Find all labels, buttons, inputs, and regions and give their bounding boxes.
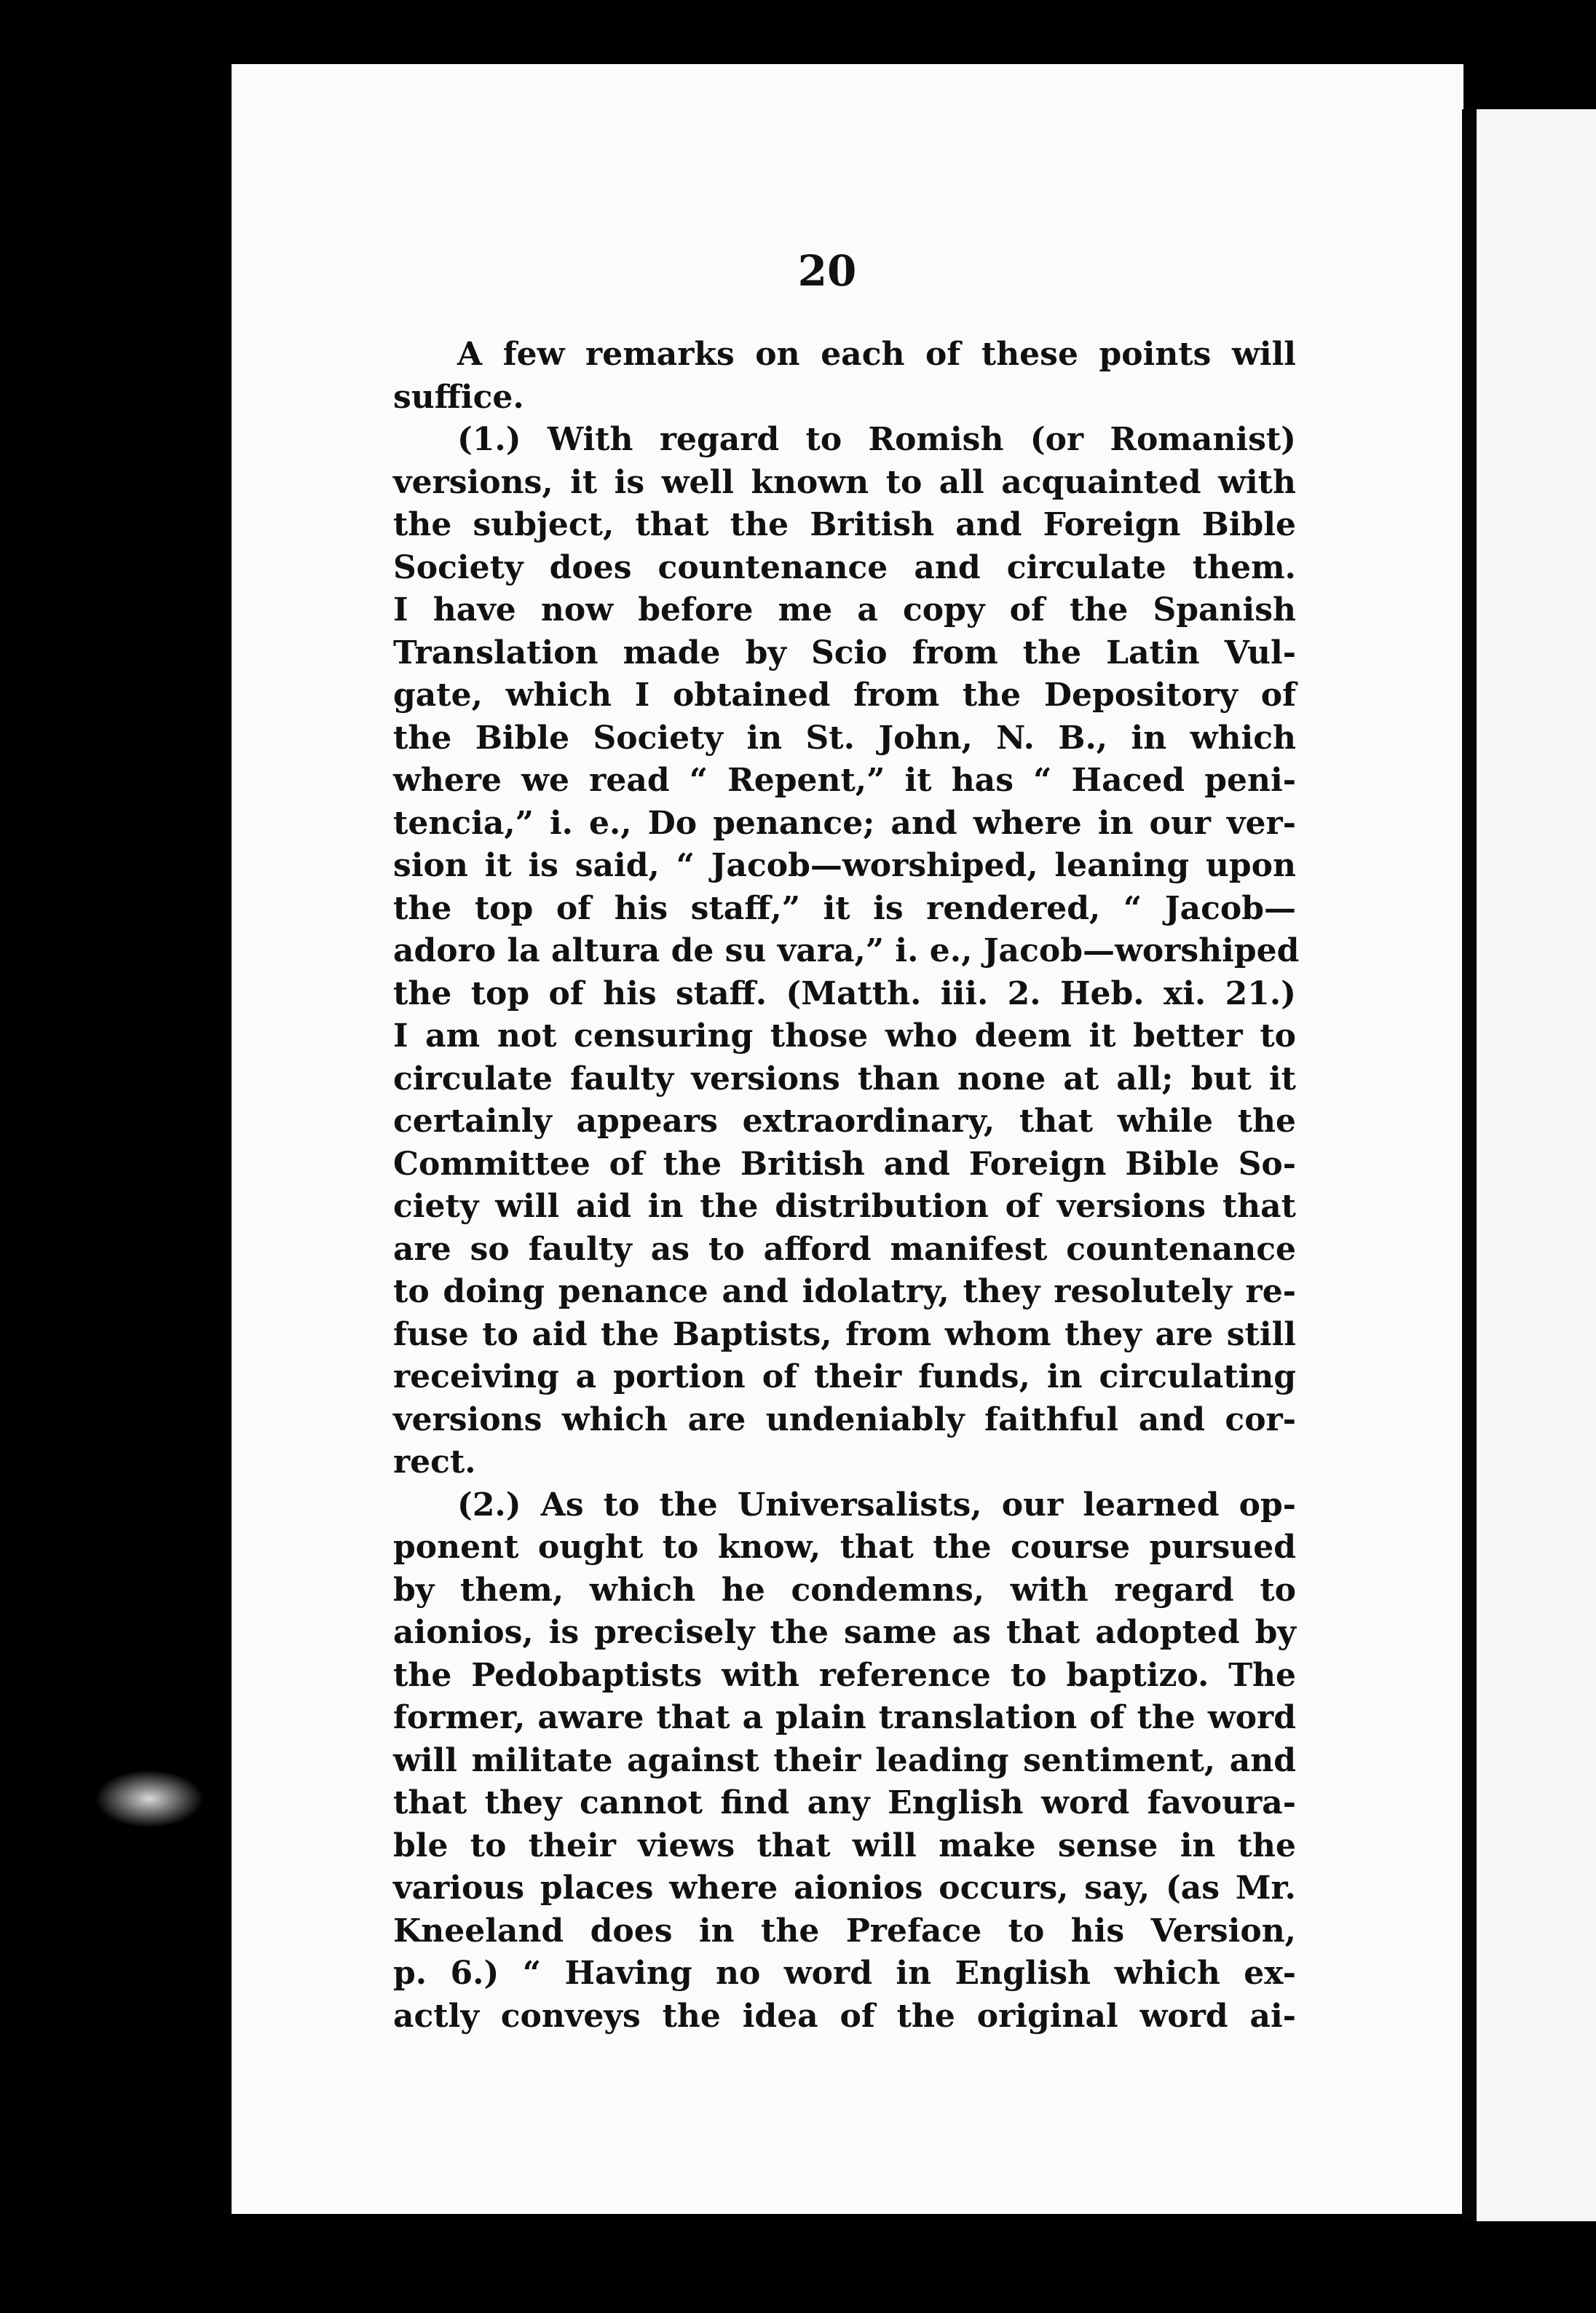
text-line: A few remarks on each of these points will xyxy=(457,336,1296,373)
text-line: I have now before me a copy of the Spanish xyxy=(393,591,1296,629)
text-line: are so faulty as to afford manifest countenance xyxy=(393,1230,1296,1268)
scan-smudge xyxy=(95,1770,204,1828)
text-line: p. 6.) “ Having no word in English which ex- xyxy=(393,1955,1296,1992)
text-line: (2.) As to the Universalists, our learned op- xyxy=(457,1486,1296,1524)
text-line: versions, it is well known to all acquainted with xyxy=(393,463,1296,501)
text-line: I am not censuring those who deem it better to xyxy=(393,1017,1296,1055)
body-text xyxy=(393,334,1300,2038)
text-line: to doing penance and idolatry, they resolutely re- xyxy=(393,1273,1296,1310)
text-line: various places where aionios occurs, say, (as Mr. xyxy=(393,1869,1296,1907)
text-line: (1.) With regard to Romish (or Romanist) xyxy=(457,421,1296,458)
text-line: Committee of the British and Foreign Bible So- xyxy=(393,1145,1296,1183)
text-line: Translation made by Scio from the Latin Vul- xyxy=(393,634,1296,671)
text-line: gate, which I obtained from the Depository of xyxy=(393,677,1296,714)
text-line: circulate faulty versions than none at all; but it xyxy=(393,1060,1296,1098)
page-gutter-shadow xyxy=(1462,109,1477,2221)
text-line: the top of his staff,” it is rendered, “ Jacob— xyxy=(393,889,1296,927)
text-line: the Pedobaptists with reference to baptizo. The xyxy=(393,1656,1296,1694)
text-line: Kneeland does in the Preface to his Version, xyxy=(393,1912,1296,1950)
text-line: will militate against their leading sentiment, and xyxy=(393,1741,1296,1779)
text-line: the Bible Society in St. John, N. B., in which xyxy=(393,719,1296,757)
text-line: certainly appears extraordinary, that while the xyxy=(393,1103,1296,1140)
text-line: that they cannot find any English word favoura- xyxy=(393,1784,1296,1821)
text-line: rect. xyxy=(393,1443,476,1481)
text-line: suffice. xyxy=(393,378,524,416)
text-line: by them, which he condemns, with regard to xyxy=(393,1571,1296,1609)
text-line: sion it is said, “ Jacob—worshiped, leaning upon xyxy=(393,847,1296,884)
text-line: the subject, that the British and Foreign Bible xyxy=(393,506,1296,543)
text-line: Society does countenance and circulate them. xyxy=(393,548,1296,586)
text-line: adoro la altura de su vara,” i. e., Jacob—worshiped xyxy=(393,932,1300,969)
text-line: the top of his staff. (Matth. iii. 2. Heb. xi. 21.) xyxy=(393,974,1296,1012)
text-line: tencia,” i. e., Do penance; and where in our ver- xyxy=(393,804,1296,842)
text-line: ciety will aid in the distribution of versions that xyxy=(393,1188,1296,1225)
text-line: former, aware that a plain translation of the word xyxy=(393,1699,1296,1736)
text-line: ponent ought to know, that the course pursued xyxy=(393,1529,1296,1566)
page-number: 20 xyxy=(797,246,857,296)
text-line: where we read “ Repent,” it has “ Haced peni- xyxy=(393,762,1296,799)
text-line: receiving a portion of their funds, in circulating xyxy=(393,1358,1296,1395)
facing-page-edge xyxy=(1477,109,1596,2221)
text-line: actly conveys the idea of the original word ai- xyxy=(393,1997,1296,2035)
text-line: ble to their views that will make sense in the xyxy=(393,1827,1296,1864)
text-line: fuse to aid the Baptists, from whom they are still xyxy=(393,1315,1296,1353)
text-line: aionios, is precisely the same as that adopted by xyxy=(393,1614,1296,1651)
text-line: versions which are undeniably faithful and cor- xyxy=(393,1400,1296,1438)
